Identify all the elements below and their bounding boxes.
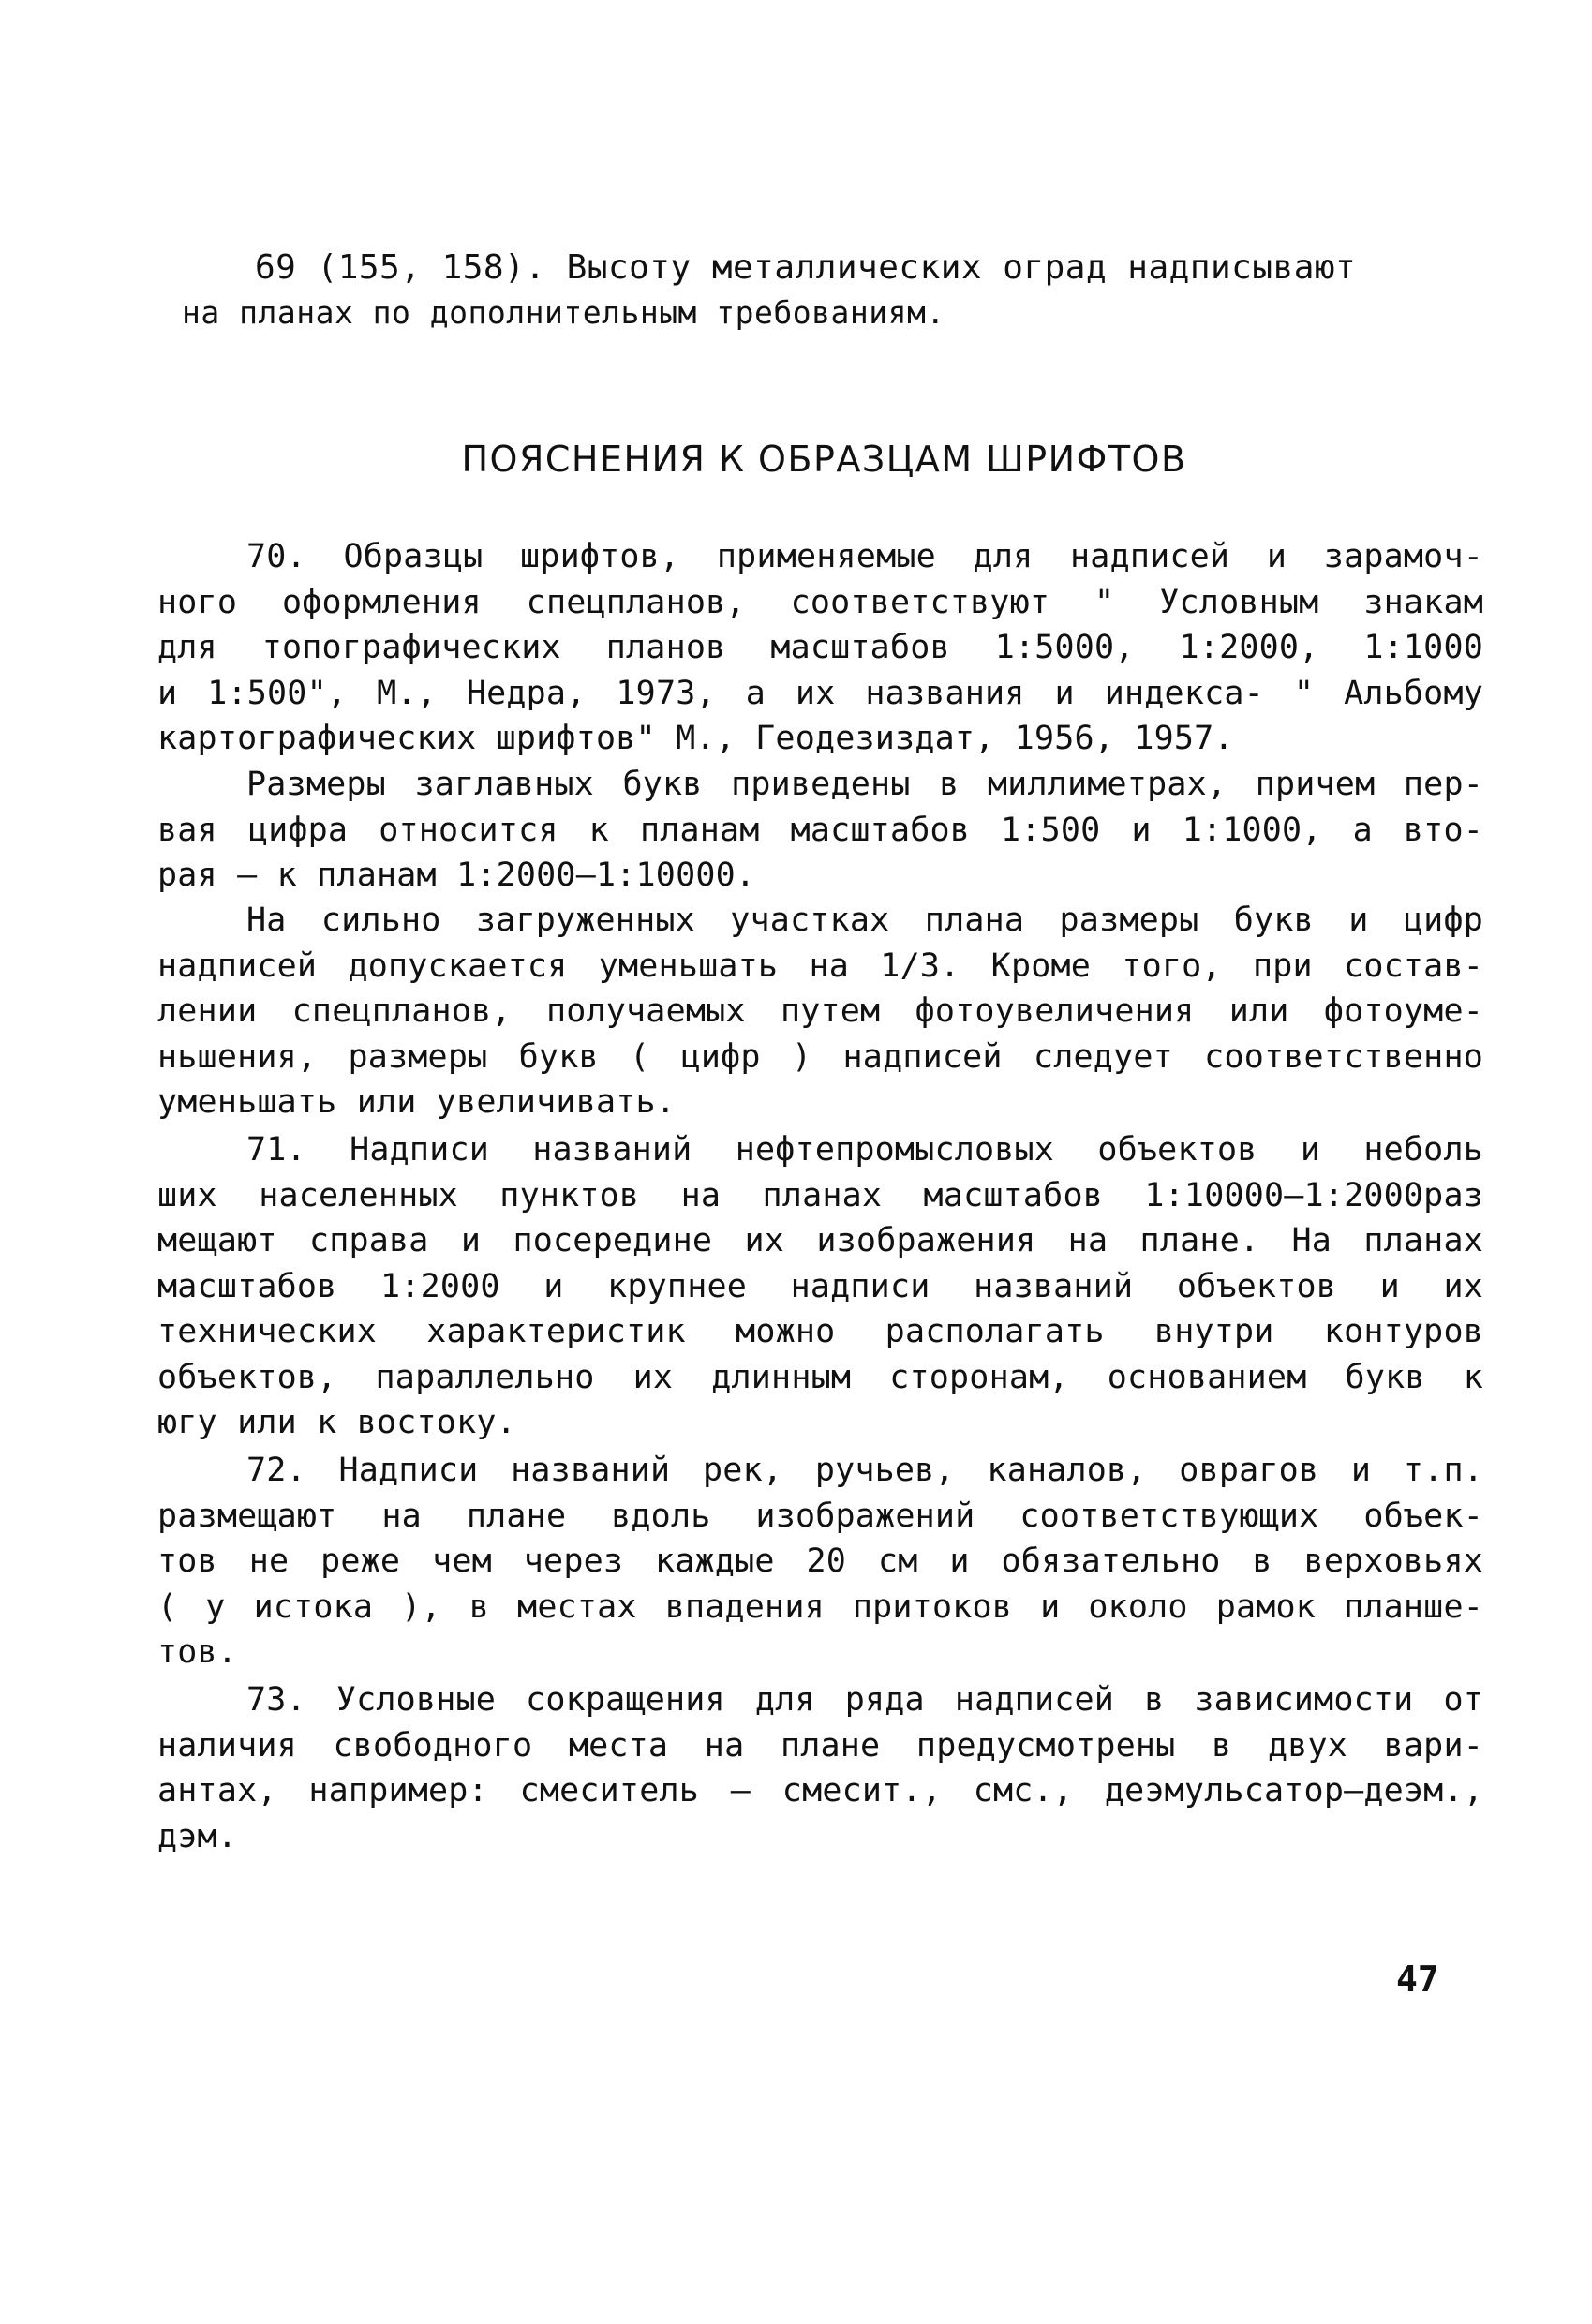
paragraph-70 [157, 534, 1483, 762]
text-line: ного оформления спецпланов, соответствуют " Условным знакам [157, 583, 1483, 621]
text-line: технических характеристик можно располагать внутри контуров [157, 1313, 1483, 1350]
text-line: антах, например: смеситель – смесит., смс., деэмульсатор–деэм., [157, 1772, 1483, 1810]
text-line: и 1:500", М., Недра, 1973, а их названия и индекса- " Альбому [157, 674, 1483, 712]
text-line: для топографических планов масштабов 1:5000, 1:2000, 1:1000 [157, 629, 1483, 666]
text-line: дэм. [157, 1817, 238, 1855]
intro-line-1: 69 (155, 158). Высоту металлических оград надписывают [255, 248, 1357, 287]
text-line: На сильно загруженных участках плана размеры букв и цифр [246, 901, 1483, 939]
text-line: вая цифра относится к планам масштабов 1:500 и 1:1000, а вто- [157, 811, 1483, 849]
text-line: тов не реже чем через каждые 20 см и обязательно в верховьях [157, 1542, 1483, 1580]
paragraph-72 [157, 1448, 1483, 1676]
text-line: мещают справа и посередине их изображения на плане. На планах [157, 1222, 1483, 1259]
paragraph-letter-sizes [157, 762, 1483, 899]
text-line: 71. Надписи названий нефтепромысловых объектов и неболь [246, 1131, 1483, 1169]
intro-line-2: на планах по дополнительным требованиям. [182, 294, 945, 331]
text-line: размещают на плане вдоль изображений соответствующих объек- [157, 1497, 1483, 1535]
text-line: ( у истока ), в местах впадения притоков и около рамок планше- [157, 1587, 1483, 1626]
paragraph-71 [157, 1127, 1483, 1446]
text-line: надписей допускается уменьшать на 1/3. Кроме того, при состав- [157, 946, 1483, 985]
page-number: 47 [1396, 1959, 1439, 2000]
text-line: ньшения, размеры букв ( цифр ) надписей следует соответственно [157, 1037, 1483, 1076]
text-line: картографических шрифтов" М., Геодезиздат, 1956, 1957. [157, 720, 1234, 757]
text-line: объектов, параллельно их длинным сторонам, основанием букв к [157, 1358, 1483, 1396]
text-line: 72. Надписи названий рек, ручьев, каналов, оврагов и т.п. [246, 1452, 1483, 1489]
text-line: 70. Образцы шрифтов, применяемые для надписей и зарамоч- [246, 538, 1483, 575]
paragraph-loaded-areas [157, 898, 1483, 1125]
text-line: масштабов 1:2000 и крупнее надписи названий объектов и их [157, 1267, 1483, 1305]
text-line: ших населенных пунктов на планах масштабов 1:10000–1:2000раз [157, 1176, 1483, 1214]
text-line: наличия свободного места на плане предусмотрены в двух вари- [157, 1726, 1483, 1765]
text-line: рая – к планам 1:2000–1:10000. [157, 857, 756, 894]
section-heading: ПОЯСНЕНИЯ К ОБРАЗЦАМ ШРИФТОВ [461, 439, 1187, 480]
text-line: лении спецпланов, получаемых путем фотоувеличения или фотоуме- [157, 992, 1483, 1030]
text-line: тов. [157, 1633, 238, 1671]
text-line: югу или к востоку. [157, 1404, 516, 1441]
text-line: уменьшать или увеличивать. [157, 1083, 677, 1121]
text-line: 73. Условные сокращения для ряда надписей в зависимости от [246, 1681, 1483, 1719]
paragraph-73 [157, 1677, 1483, 1859]
text-line: Размеры заглавных букв приведены в миллиметрах, причем пер- [246, 766, 1483, 803]
